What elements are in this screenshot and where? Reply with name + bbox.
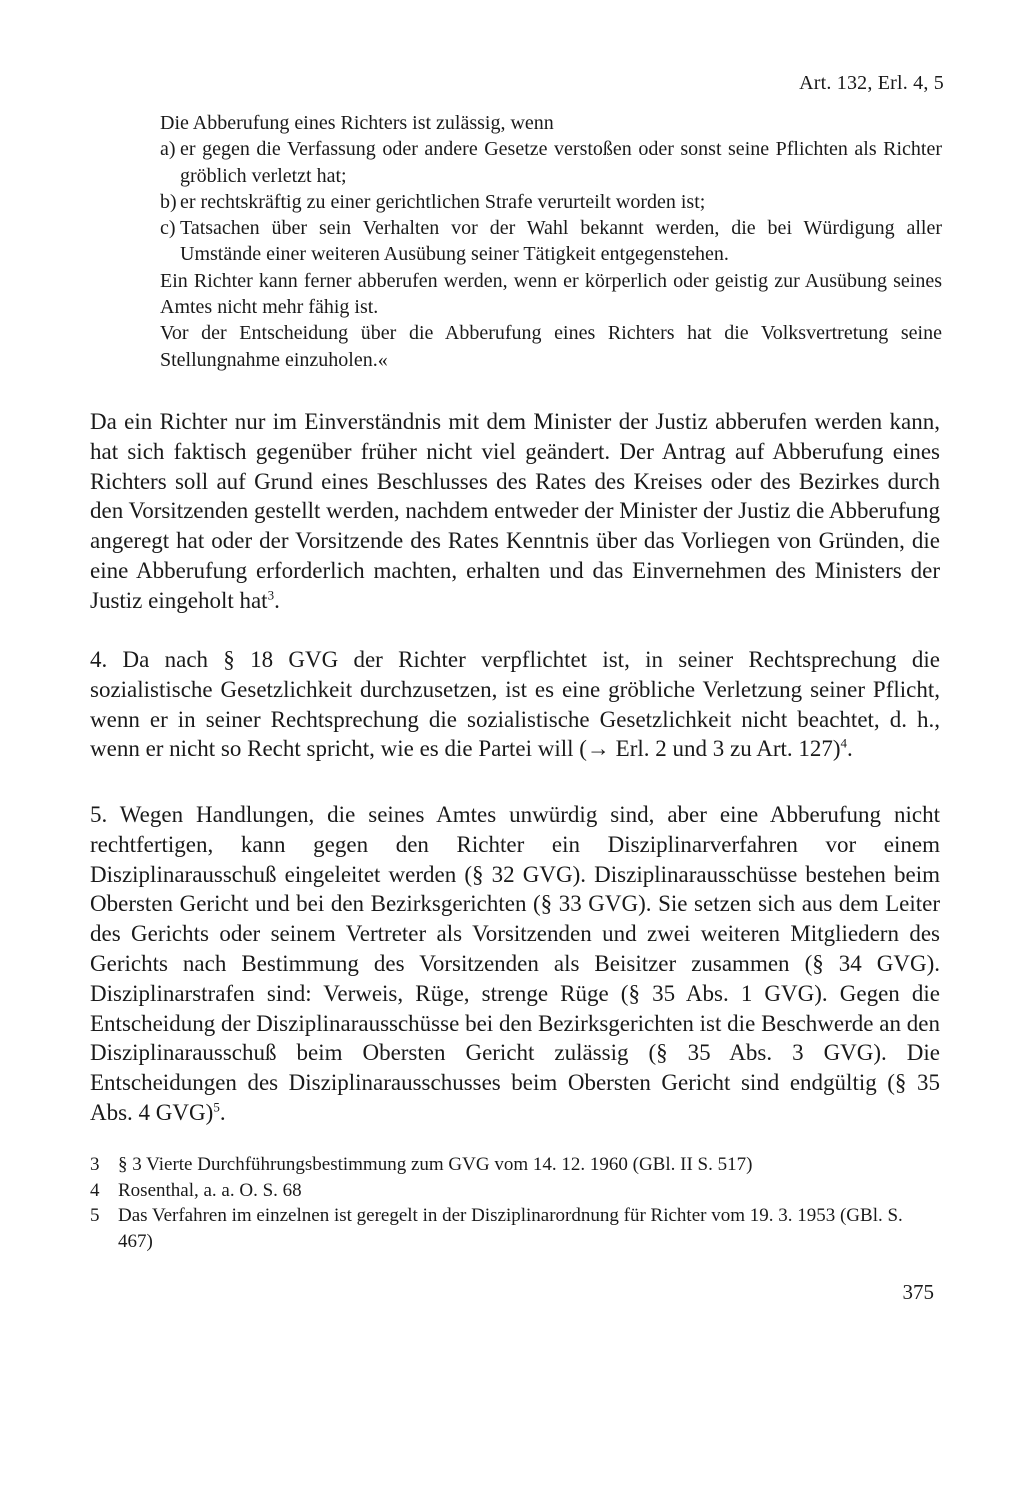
footnote-text: Rosenthal, a. a. O. S. 68 bbox=[118, 1179, 302, 1201]
paragraph-text: 4. Da nach § 18 GVG der Richter verpflichtet ist, in seiner Rechtsprechung die sozialistische Gesetzlichkeit durchzusetzen, ist es eine gröbliche Verletzung seiner Pflicht, wenn er in seiner Rechtsprechung die sozialistische Gesetzlichkeit nicht beachtet, d. h., wenn er nicht so Recht spricht, wie es die Partei will (→ Erl. 2 und 3 zu Art. 127) bbox=[90, 647, 940, 762]
quote-item-marker: c) bbox=[160, 217, 176, 240]
quote-item-text: er gegen die Verfassung oder andere Gesetze verstoßen oder sonst seine Pflichten als Richter gröblich verletzt hat; bbox=[180, 138, 942, 187]
body-paragraph-dismissal-procedure: Da ein Richter nur im Einverständnis mit dem Minister der Justiz abberufen werden kann, hat sich faktisch gegenüber früher nicht viel geändert. Der Antrag auf Abberufung eines Richters soll auf Grund eines Beschlusses des Rates des Kreises oder des Bezirkes durch den Vorsitzenden gestellt werden, nachdem entweder der Minister der Justiz die Abberufung angeregt hat oder der Vorsitzende des Rates Kenntnis über das Vorliegen von Gründen, die eine Abberufung erforderlich machten, erhalten und das Einvernehmen des Ministers der Justiz eingeholt hat$^3$. bbox=[90, 409, 940, 613]
body-paragraph-erl-4: 4. Da nach § 18 GVG der Richter verpflichtet ist, in seiner Rechtsprechung die sozialistische Gesetzlichkeit durchzusetzen, ist es eine gröbliche Verletzung seiner Pflicht, wenn er in seiner Rechtsprechung die sozialistische Gesetzlichkeit nicht beachtet, d. h., wenn er nicht so Recht spricht, wie es die Partei will (→ Erl. 2 und 3 zu Art. 127)$^4$. bbox=[90, 647, 940, 762]
footnote-number: 5 bbox=[90, 1205, 100, 1226]
footnote-reference: 5 bbox=[213, 1099, 220, 1115]
running-header: Art. 132, Erl. 4, 5 bbox=[799, 72, 944, 94]
paragraph-text: 5. Wegen Handlungen, die seines Amtes unwürdig sind, aber eine Abberufung nicht rechtfertigen, kann gegen den Richter ein Disziplinarverfahren vor einem Disziplinarausschuß eingeleitet werden (§ 32 GVG). Disziplinarausschüsse bestehen beim Obersten Gericht und bei den Bezirksgerichten (§ 33 GVG). Sie setzen sich aus dem Leiter des Gerichts oder seinem Vertreter als Vorsitzenden und zwei weiteren Mitgliedern des Gerichts nach Bestimmung des Vorsitzenden als Beisitzer zusammen (§ 34 GVG). Disziplinarstrafen sind: Verweis, Rüge, strenge Rüge (§ 35 Abs. 1 GVG). Gegen die Entscheidung der Disziplinarausschüsse bei den Bezirksgerichten ist die Beschwerde an den Disziplinarausschuß beim Obersten Gericht zulässig (§ 35 Abs. 3 GVG). Die Entscheidungen des Disziplinarausschusses beim Obersten Gericht sind endgültig (§ 35 Abs. 4 GVG) bbox=[90, 802, 940, 1125]
quote-intro: Die Abberufung eines Richters ist zulässig, wenn bbox=[160, 112, 554, 134]
quoted-statute-block bbox=[160, 110, 942, 373]
quote-sentence-fitness: Ein Richter kann ferner abberufen werden, wenn er körperlich oder geistig zur Ausübung seines Amtes nicht mehr fähig ist. bbox=[160, 269, 942, 319]
footnote-text: § 3 Vierte Durchführungsbestimmung zum GVG vom 14. 12. 1960 (GBl. II S. 517) bbox=[118, 1154, 753, 1175]
quote-item-b bbox=[160, 189, 942, 215]
paragraph-text: Da ein Richter nur im Einverständnis mit dem Minister der Justiz abberufen werden kann, hat sich faktisch gegenüber früher nicht viel geändert. Der Antrag auf Abberufung eines Richters soll auf Grund eines Beschlusses des Rates des Kreises oder des Bezirkes durch den Vorsitzenden gestellt werden, nachdem entweder der Minister der Justiz die Abberufung angeregt hat oder der Vorsitzende des Rates Kenntnis über das Vorliegen von Gründen, die eine Abberufung erforderlich machten, erhalten und das Einvernehmen des Ministers der Justiz eingeholt hat bbox=[90, 409, 940, 613]
footnote-reference: 4 bbox=[840, 735, 848, 751]
quote-item-a bbox=[160, 136, 942, 189]
quote-item-marker: b) bbox=[160, 190, 177, 213]
body-paragraph-erl-5: 5. Wegen Handlungen, die seines Amtes unwürdig sind, aber eine Abberufung nicht rechtfertigen, kann gegen den Richter ein Disziplinarverfahren vor einem Disziplinarausschuß eingeleitet werden (§ 32 GVG). Disziplinarausschüsse bestehen beim Obersten Gericht und bei den Bezirksgerichten (§ 33 GVG). Sie setzen sich aus dem Leiter des Gerichts oder seinem Vertreter als Vorsitzenden und zwei weiteren Mitgliedern des Gerichts nach Bestimmung des Vorsitzenden als Beisitzer zusammen (§ 34 GVG). Disziplinarstrafen sind: Verweis, Rüge, strenge Rüge (§ 35 Abs. 1 GVG). Gegen die Entscheidung der Disziplinarausschüsse bei den Bezirksgerichten ist die Beschwerde an den Disziplinarausschuß beim Obersten Gericht zulässig (§ 35 Abs. 3 GVG). Die Entscheidungen des Disziplinarausschusses beim Obersten Gericht sind endgültig (§ 35 Abs. 4 GVG)$^5$. bbox=[90, 802, 940, 1125]
footnote bbox=[90, 1178, 940, 1204]
quote-item-text: er rechtskräftig zu einer gerichtlichen Strafe verurteilt worden ist; bbox=[180, 190, 706, 213]
footnote bbox=[90, 1203, 940, 1254]
footnotes-section bbox=[90, 1152, 940, 1254]
footnote bbox=[90, 1152, 940, 1178]
footnote-number: 4 bbox=[90, 1179, 100, 1201]
quote-sentence-hearing: Vor der Entscheidung über die Abberufung eines Richters hat die Volksvertretung seine Stellungnahme einzuholen.« bbox=[160, 322, 942, 371]
footnote-number: 3 bbox=[90, 1154, 100, 1175]
quote-item-text: Tatsachen über sein Verhalten vor der Wahl bekannt werden, die bei Würdigung aller Umstände einer weiteren Ausübung seiner Tätigkeit entgegenstehen. bbox=[180, 217, 942, 266]
footnote-text: Das Verfahren im einzelnen ist geregelt in der Disziplinarordnung für Richter vom 19. 3. 1953 (GBl. S. 467) bbox=[118, 1205, 903, 1252]
page-number: 375 bbox=[902, 1280, 934, 1304]
quote-item-c bbox=[160, 215, 942, 268]
footnote-reference: 3 bbox=[267, 587, 275, 603]
quote-item-marker: a) bbox=[160, 138, 176, 161]
